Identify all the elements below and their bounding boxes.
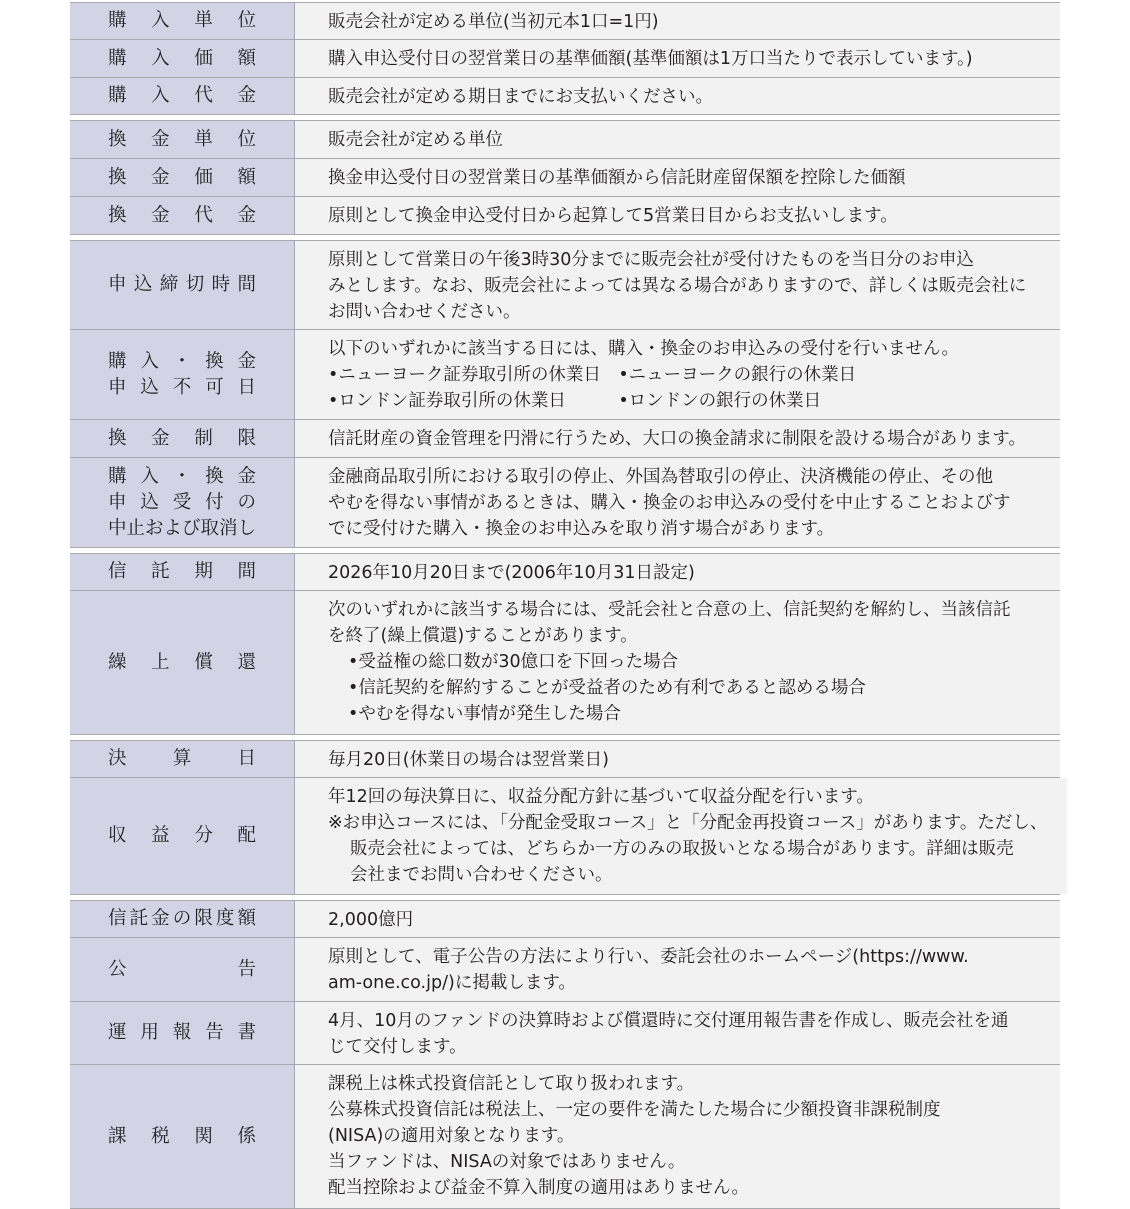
row-value: [295, 420, 1060, 457]
label-line: 信託金の限度額: [108, 908, 256, 929]
value-line: 課税上は株式投資信託として取り扱われます。: [328, 1074, 695, 1094]
row-label: [70, 1002, 295, 1064]
label-line: 購入・換金: [108, 350, 256, 372]
table-row: [70, 240, 1060, 330]
row-label: [70, 1065, 295, 1208]
row-label: [70, 40, 295, 77]
table-row: [70, 159, 1060, 197]
label-line: 決算日: [108, 748, 256, 769]
value-line: でに受付けた購入・換金のお申込みを取り消す場合があります。: [328, 519, 835, 539]
row-value: [295, 1065, 1060, 1208]
label-line: 換金制限: [108, 427, 256, 449]
row-value: [295, 40, 1060, 77]
value-line: お問い合わせください。: [328, 302, 521, 322]
other-group: [70, 900, 1060, 1209]
row-label: [70, 420, 295, 457]
settlement-group: [70, 740, 1060, 895]
purchase-group: [70, 2, 1060, 115]
value-line: 毎月20日(休業日の場合は翌営業日): [328, 750, 609, 770]
value-line: 販売会社が定める単位: [328, 130, 503, 150]
value-line: •信託契約を解約することが受益者のため有利であると認める場合: [348, 678, 866, 698]
value-line: 2,000億円: [328, 910, 414, 930]
label-line: 申込受付の: [108, 491, 256, 513]
value-line: 原則として換金申込受付日から起算して5営業日目からお支払いします。: [328, 206, 898, 226]
table-row: [70, 458, 1060, 548]
fund-procedures-table: [70, 2, 1060, 1209]
row-value: [295, 938, 1060, 1001]
row-label: [70, 778, 295, 894]
value-line: 購入申込受付日の翌営業日の基準価額(基準価額は1万口当たりで表示しています。): [328, 49, 973, 69]
value-line: みとします。なお、販売会社によっては異なる場合がありますので、詳しくは販売会社に: [328, 276, 1027, 296]
label-line: 購入価額: [108, 47, 256, 69]
row-value: [295, 197, 1060, 234]
row-label: [70, 330, 295, 419]
value-line: を終了(繰上償還)することがあります。: [328, 626, 638, 646]
label-line: 購入代金: [108, 85, 256, 106]
value-line: 4月、10月のファンドの決算時および償還時に交付運用報告書を作成し、販売会社を通: [328, 1011, 1009, 1031]
row-value: [295, 554, 1060, 590]
table-row: [70, 40, 1060, 78]
trust-term-group: [70, 553, 1060, 735]
value-line: 2026年10月20日まで(2006年10月31日設定): [328, 563, 695, 583]
row-label: [70, 197, 295, 234]
value-line: •ロンドン証券取引所の休業日 •ロンドンの銀行の休業日: [328, 391, 822, 411]
table-row: [70, 197, 1060, 235]
value-line: 販売会社が定める単位(当初元本1口=1円): [328, 12, 659, 32]
value-line: 会社までお問い合わせください。: [350, 865, 613, 885]
row-value: [295, 121, 1060, 158]
value-line: 販売会社が定める期日までにお支払いください。: [328, 87, 713, 107]
value-line: •受益権の総口数が30億口を下回った場合: [348, 652, 679, 672]
value-line: (NISA)の適用対象となります。: [328, 1126, 575, 1146]
label-line: 課税関係: [108, 1125, 256, 1147]
value-line: ※お申込コースには、「分配金受取コース」と「分配金再投資コース」があります。ただし、: [328, 813, 1048, 833]
table-row: [70, 778, 1060, 895]
label-line: 申込不可日: [108, 376, 256, 398]
value-line: 配当控除および益金不算入制度の適用はありません。: [328, 1178, 750, 1198]
value-line: 公募株式投資信託は税法上、一定の要件を満たした場合に少額投資非課税制度: [328, 1100, 941, 1120]
label-line: 公告: [108, 958, 256, 980]
value-line: am-one.co.jp/)に掲載します。: [328, 973, 576, 993]
table-row: [70, 78, 1060, 115]
table-row: [70, 938, 1060, 1002]
label-line: 換金価額: [108, 166, 256, 188]
row-label: [70, 554, 295, 590]
label-line: 中止および取消し: [108, 517, 257, 539]
value-line: 年12回の毎決算日に、収益分配方針に基づいて収益分配を行います。: [328, 787, 874, 807]
row-value: [295, 458, 1060, 547]
row-value: [295, 741, 1060, 777]
row-label: [70, 241, 295, 329]
table-row: [70, 330, 1060, 420]
value-line: 金融商品取引所における取引の停止、外国為替取引の停止、決済機能の停止、その他: [328, 467, 993, 487]
row-value: [295, 330, 1060, 419]
row-value: [295, 3, 1060, 39]
value-line: じて交付します。: [328, 1037, 467, 1057]
value-line: 信託財産の資金管理を円滑に行うため、大口の換金請求に制限を設ける場合があります。: [328, 429, 1026, 449]
table-row: [70, 591, 1060, 735]
row-value: [295, 778, 1067, 894]
table-row: [70, 420, 1060, 458]
label-line: 運用報告書: [108, 1022, 256, 1043]
row-label: [70, 121, 295, 158]
row-label: [70, 159, 295, 196]
application-group: [70, 240, 1060, 548]
row-value: [295, 901, 1060, 937]
value-line: 以下のいずれかに該当する日には、購入・換金のお申込みの受付を行いません。: [328, 339, 960, 359]
table-row: [70, 1002, 1060, 1065]
table-row: [70, 900, 1060, 938]
label-line: 信託期間: [108, 561, 256, 582]
row-label: [70, 458, 295, 547]
label-line: 繰上償還: [108, 651, 256, 673]
redemption-group: [70, 120, 1060, 235]
row-value: [295, 78, 1060, 114]
label-line: 換金代金: [108, 204, 256, 226]
value-line: 当ファンドは、NISAの対象ではありません。: [328, 1152, 686, 1172]
table-row: [70, 553, 1060, 591]
row-label: [70, 741, 295, 777]
table-row: [70, 740, 1060, 778]
label-line: 購入・換金: [108, 465, 256, 487]
table-row: [70, 2, 1060, 40]
row-value: [295, 241, 1060, 329]
value-line: 原則として、電子公告の方法により行い、委託会社のホームページ(https://www.: [328, 947, 969, 967]
value-line: 原則として営業日の午後3時30分までに販売会社が受付けたものを当日分のお申込: [328, 250, 974, 270]
value-line: 次のいずれかに該当する場合には、受託会社と合意の上、信託契約を解約し、当該信託: [328, 600, 1011, 620]
row-label: [70, 901, 295, 937]
label-line: 購入単位: [108, 10, 256, 31]
table-row: [70, 1065, 1060, 1209]
row-value: [295, 591, 1060, 734]
value-line: やむを得ない事情があるときは、購入・換金のお申込みの受付を中止することおよびす: [328, 493, 1011, 513]
row-label: [70, 3, 295, 39]
value-line: 販売会社によっては、どちらか一方のみの取扱いとなる場合があります。詳細は販売: [350, 839, 1014, 859]
row-label: [70, 938, 295, 1001]
value-line: 換金申込受付日の翌営業日の基準価額から信託財産留保額を控除した価額: [328, 168, 906, 188]
label-line: 申込締切時間: [108, 274, 256, 295]
table-row: [70, 120, 1060, 159]
row-value: [295, 1002, 1060, 1064]
row-value: [295, 159, 1060, 196]
label-line: 換金単位: [108, 128, 256, 150]
row-label: [70, 78, 295, 114]
row-label: [70, 591, 295, 734]
value-line: •ニューヨーク証券取引所の休業日 •ニューヨークの銀行の休業日: [328, 365, 857, 385]
label-line: 収益分配: [108, 825, 256, 846]
value-line: •やむを得ない事情が発生した場合: [348, 704, 621, 724]
